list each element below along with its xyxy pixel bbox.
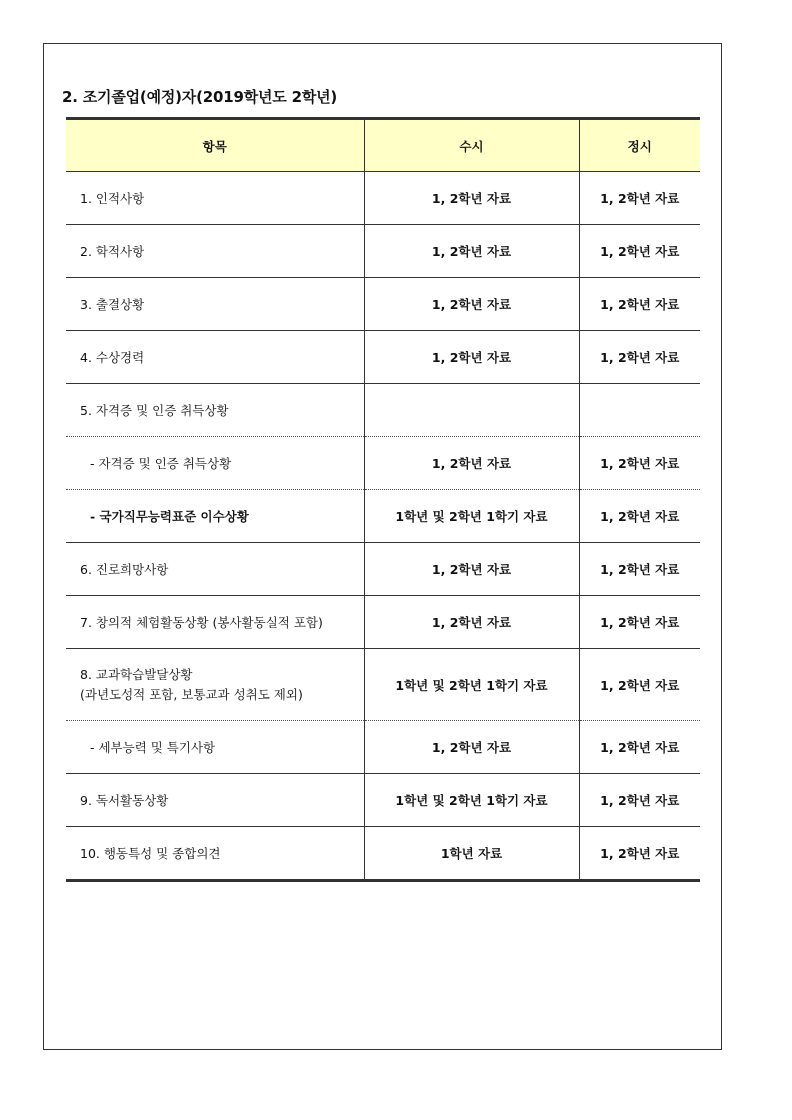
row-susi: 1, 2학년 자료 xyxy=(364,721,579,774)
table-row xyxy=(66,384,700,437)
header-item: 항목 xyxy=(66,119,364,172)
table-row xyxy=(66,774,700,827)
row-susi: 1학년 및 2학년 1학기 자료 xyxy=(364,649,579,721)
row-jeongsi: 1, 2학년 자료 xyxy=(579,827,700,881)
row-item-line1: 8. 교과학습발달상황 xyxy=(80,666,193,682)
row-item: 7. 창의적 체험활동상황 (봉사활동실적 포함) xyxy=(66,596,364,649)
row-jeongsi: 1, 2학년 자료 xyxy=(579,437,700,490)
table-header-row xyxy=(66,119,700,172)
table-row xyxy=(66,172,700,225)
row-item: 9. 독서활동상황 xyxy=(66,774,364,827)
row-jeongsi: 1, 2학년 자료 xyxy=(579,172,700,225)
table-row xyxy=(66,596,700,649)
table-row xyxy=(66,225,700,278)
row-susi: 1, 2학년 자료 xyxy=(364,331,579,384)
row-susi: 1, 2학년 자료 xyxy=(364,596,579,649)
row-jeongsi: 1, 2학년 자료 xyxy=(579,225,700,278)
row-susi xyxy=(364,384,579,437)
row-item: 5. 자격증 및 인증 취득상황 xyxy=(66,384,364,437)
header-jeongsi: 정시 xyxy=(579,119,700,172)
header-susi: 수시 xyxy=(364,119,579,172)
row-item: 3. 출결상황 xyxy=(66,278,364,331)
row-item: - 자격증 및 인증 취득상황 xyxy=(66,437,364,490)
table-row xyxy=(66,827,700,881)
row-susi: 1, 2학년 자료 xyxy=(364,543,579,596)
row-item xyxy=(66,649,364,721)
row-susi: 1학년 자료 xyxy=(364,827,579,881)
row-item: 2. 학적사항 xyxy=(66,225,364,278)
table-row xyxy=(66,543,700,596)
row-item: - 세부능력 및 특기사항 xyxy=(66,721,364,774)
row-item: 6. 진로희망사항 xyxy=(66,543,364,596)
row-item: 1. 인적사항 xyxy=(66,172,364,225)
row-item: 4. 수상경력 xyxy=(66,331,364,384)
row-jeongsi: 1, 2학년 자료 xyxy=(579,774,700,827)
row-jeongsi: 1, 2학년 자료 xyxy=(579,649,700,721)
row-susi: 1학년 및 2학년 1학기 자료 xyxy=(364,490,579,543)
row-susi: 1, 2학년 자료 xyxy=(364,172,579,225)
table-row xyxy=(66,721,700,774)
row-item: - 국가직무능력표준 이수상황 xyxy=(66,490,364,543)
row-jeongsi: 1, 2학년 자료 xyxy=(579,490,700,543)
table-row xyxy=(66,331,700,384)
table-row xyxy=(66,490,700,543)
row-jeongsi: 1, 2학년 자료 xyxy=(579,278,700,331)
row-jeongsi: 1, 2학년 자료 xyxy=(579,721,700,774)
table-row xyxy=(66,437,700,490)
row-jeongsi: 1, 2학년 자료 xyxy=(579,596,700,649)
row-susi: 1, 2학년 자료 xyxy=(364,225,579,278)
row-item: 10. 행동특성 및 종합의견 xyxy=(66,827,364,881)
row-jeongsi: 1, 2학년 자료 xyxy=(579,543,700,596)
row-jeongsi xyxy=(579,384,700,437)
row-susi: 1, 2학년 자료 xyxy=(364,278,579,331)
table-row xyxy=(66,649,700,721)
data-table xyxy=(66,117,700,882)
row-susi: 1학년 및 2학년 1학기 자료 xyxy=(364,774,579,827)
table-row xyxy=(66,278,700,331)
row-jeongsi: 1, 2학년 자료 xyxy=(579,331,700,384)
section-title: 2. 조기졸업(예정)자(2019학년도 2학년) xyxy=(62,88,338,106)
row-susi: 1, 2학년 자료 xyxy=(364,437,579,490)
row-item-line2: (과년도성적 포함, 보통교과 성취도 제외) xyxy=(80,686,303,702)
